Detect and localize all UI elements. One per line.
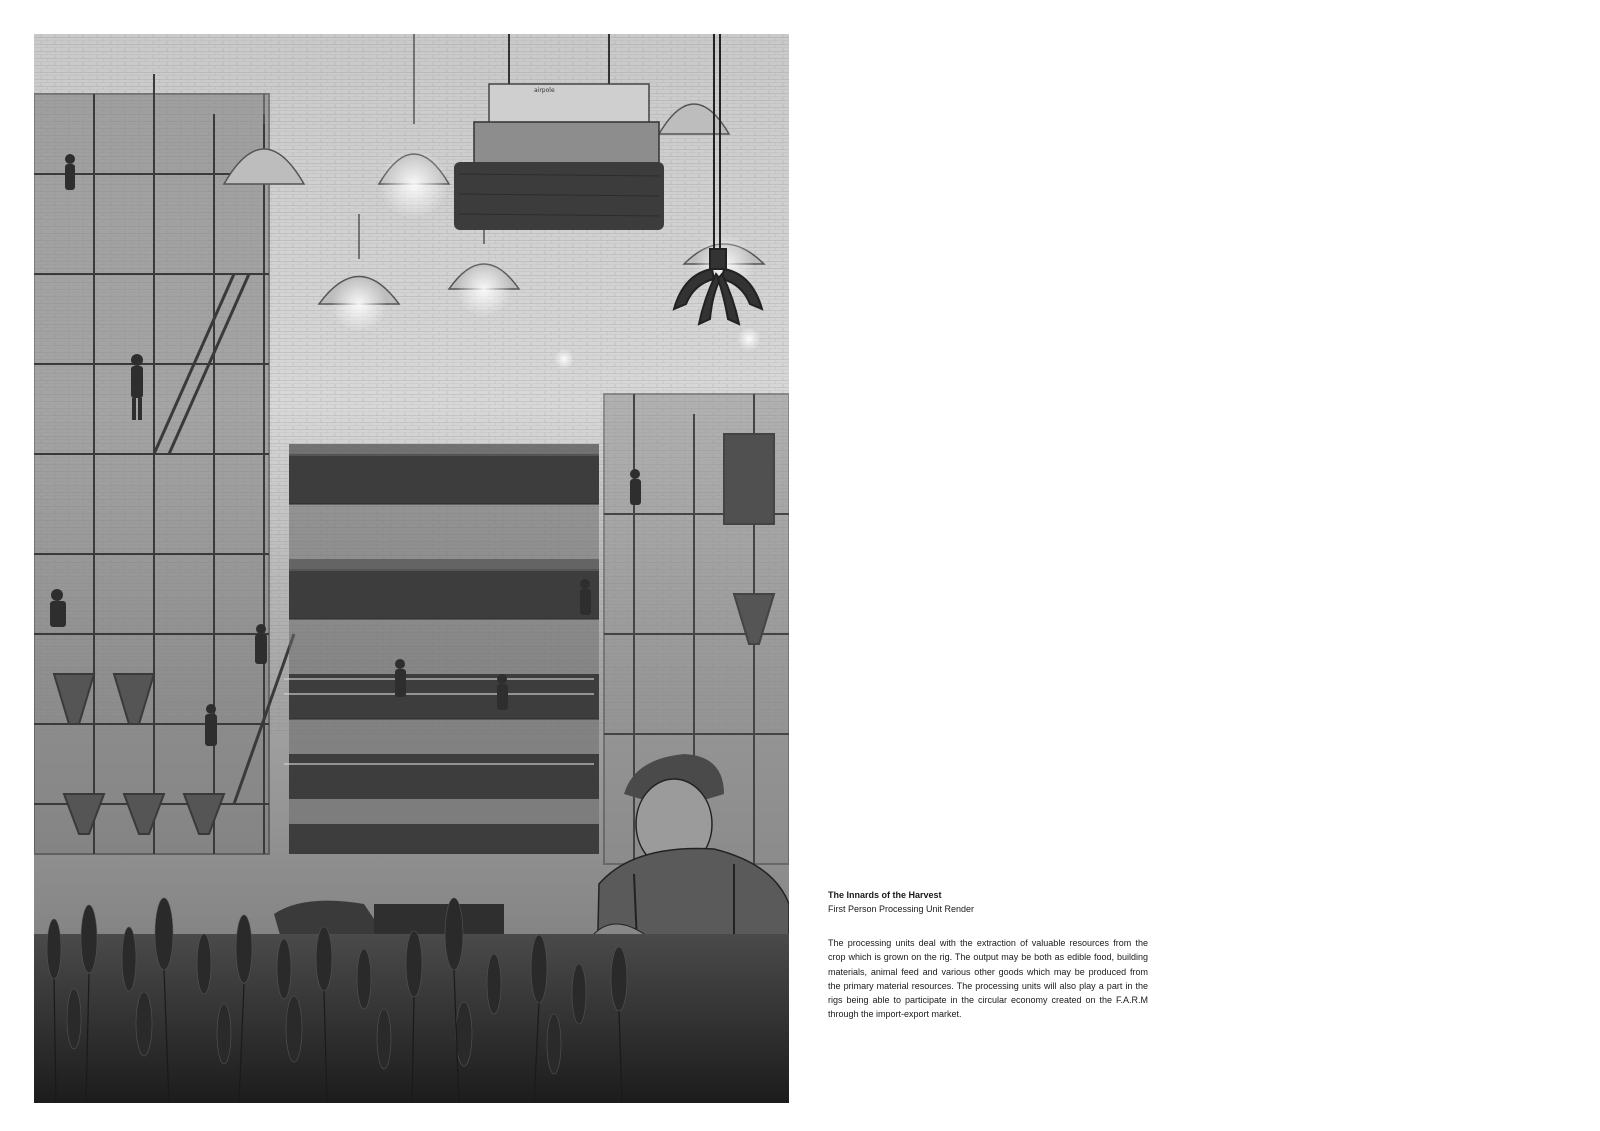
machine-label: airpole <box>534 87 555 94</box>
growing-rack <box>284 444 599 854</box>
processing-unit-render <box>34 34 789 1103</box>
left-tower <box>34 74 294 854</box>
render-image <box>34 34 789 1103</box>
caption-title: The Innards of the Harvest <box>828 890 942 900</box>
caption-body: The processing units deal with the extraction of valuable resources from the crop which is grown on the rig. The output may be both as edible food, building materials, animal feed and various other goods which may be produced from the primary material resources. The processing units will also play a part in the rigs being able to participate in the circular economy created on the F.A.R.M through the import-export market. <box>828 938 1148 1020</box>
caption-block <box>828 888 1148 1022</box>
caption-subtitle: First Person Processing Unit Render <box>828 904 975 914</box>
